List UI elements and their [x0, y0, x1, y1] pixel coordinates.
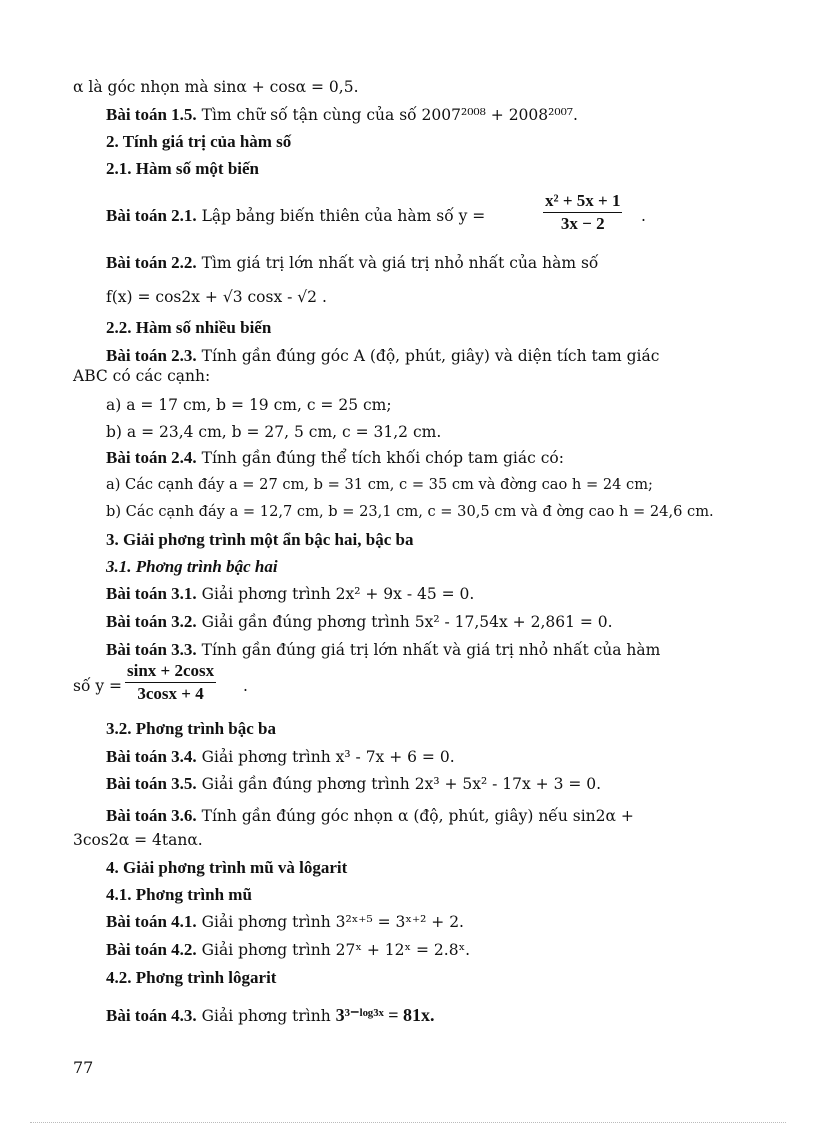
problem-text: Tìm chữ số tận cùng của số 2007²⁰⁰⁸ + 2008²⁰⁰⁷. [201, 106, 578, 124]
problem-text: Giải phơng trình 27ˣ + 12ˣ = 2.8ˣ. [201, 941, 471, 959]
problem-label: Bài toán 1.5. [106, 105, 197, 124]
formula-2-2: f(x) = cos2x + √3 cosx - √2 . [106, 288, 327, 306]
problem-text: Giải phơng trình 3²ˣ⁺⁵ = 3ˣ⁺² + 2. [201, 913, 464, 931]
problem-label: Bài toán 2.4. [106, 448, 197, 467]
problem-3-1 [106, 584, 474, 604]
problem-text: Giải gần đúng phơng trình 2x³ + 5x² - 17x + 3 = 0. [201, 775, 602, 793]
subsection-heading-4-2: 4.2. Phơng trình lôgarit [106, 968, 277, 987]
problem-3-3-prefix: số y = [73, 677, 123, 695]
problem-label: Bài toán 2.3. [106, 346, 197, 365]
problem-label: Bài toán 4.3. [106, 1006, 197, 1025]
problem-2-4-a: a) Các cạnh đáy a = 27 cm, b = 31 cm, c = 35 cm và đờng cao h = 24 cm; [106, 476, 653, 493]
problem-2-2 [106, 253, 598, 273]
problem-text: Tính gần đúng giá trị lớn nhất và giá trị nhỏ nhất của hàm [201, 641, 661, 659]
problem-1-5 [106, 105, 578, 125]
fraction-numerator: x² + 5x + 1 [543, 192, 622, 213]
problem-label: Bài toán 2.2. [106, 253, 197, 272]
fraction-3-3 [125, 662, 216, 703]
subsection-heading-2-2: 2.2. Hàm số nhiều biến [106, 318, 272, 337]
problem-2-4 [106, 448, 564, 468]
problem-label: Bài toán 3.6. [106, 806, 197, 825]
problem-3-6 [106, 806, 634, 826]
problem-label: Bài toán 3.2. [106, 612, 197, 631]
problem-text: Giải phơng trình 2x² + 9x - 45 = 0. [201, 585, 475, 603]
formula-4-3: 3³⁻ˡᵒᵍ³ˣ = 81x. [335, 1005, 435, 1025]
problem-text: Giải phơng trình x³ - 7x + 6 = 0. [201, 748, 455, 766]
problem-2-3-b: b) a = 23,4 cm, b = 27, 5 cm, c = 31,2 cm. [106, 423, 442, 441]
problem-text: Lập bảng biến thiên của hàm số y = [201, 207, 486, 225]
intro-line: α là góc nhọn mà sinα + cosα = 0,5. [73, 78, 359, 96]
section-heading-2: 2. Tính giá trị của hàm số [106, 132, 292, 151]
problem-4-2 [106, 940, 470, 960]
problem-text: Tính gần đúng góc nhọn α (độ, phút, giây) nếu sin2α + [201, 807, 634, 825]
problem-label: Bài toán 2.1. [106, 206, 197, 225]
problem-label: Bài toán 3.1. [106, 584, 197, 603]
period: . [243, 677, 248, 695]
problem-3-5 [106, 774, 601, 794]
subsection-heading-4-1: 4.1. Phơng trình mũ [106, 885, 252, 904]
problem-text: Giải phơng trình [201, 1007, 331, 1025]
section-heading-4: 4. Giải phơng trình mũ và lôgarit [106, 858, 348, 877]
page-number: 77 [73, 1058, 94, 1077]
problem-3-3 [106, 640, 660, 660]
problem-2-3 [106, 346, 659, 366]
problem-text: Tính gần đúng góc A (độ, phút, giây) và diện tích tam giác [201, 347, 660, 365]
problem-2-3-a: a) a = 17 cm, b = 19 cm, c = 25 cm; [106, 396, 392, 414]
problem-label: Bài toán 4.2. [106, 940, 197, 959]
fraction-numerator: sinx + 2cosx [125, 662, 216, 683]
problem-3-6-cont: 3cos2α = 4tanα. [73, 831, 203, 849]
subsection-heading-2-1: 2.1. Hàm số một biến [106, 159, 259, 178]
problem-label: Bài toán 3.3. [106, 640, 197, 659]
fraction-denominator: 3cosx + 4 [137, 684, 204, 703]
problem-text: Tìm giá trị lớn nhất và giá trị nhỏ nhất của hàm số [201, 254, 599, 272]
problem-label: Bài toán 3.4. [106, 747, 197, 766]
period: . [641, 207, 646, 225]
subsection-heading-3-2: 3.2. Phơng trình bậc ba [106, 719, 276, 738]
problem-label: Bài toán 3.5. [106, 774, 197, 793]
problem-2-3-cont: ABC có các cạnh: [73, 367, 211, 385]
problem-3-4 [106, 747, 455, 767]
problem-text: Tính gần đúng thể tích khối chóp tam giác có: [201, 449, 564, 467]
problem-4-1 [106, 912, 464, 932]
problem-label: Bài toán 4.1. [106, 912, 197, 931]
subsection-heading-3-1: 3.1. Phơng trình bậc hai [106, 557, 278, 576]
fraction-denominator: 3x − 2 [560, 214, 605, 233]
fraction-2-1 [543, 192, 622, 233]
problem-2-4-b: b) Các cạnh đáy a = 12,7 cm, b = 23,1 cm, c = 30,5 cm và đ ờng cao h = 24,6 cm. [106, 503, 714, 520]
problem-text: Giải gần đúng phơng trình 5x² - 17,54x + 2,861 = 0. [201, 613, 613, 631]
section-heading-3: 3. Giải phơng trình một ẩn bậc hai, bậc ba [106, 530, 414, 549]
problem-2-1 [106, 206, 485, 226]
problem-3-2 [106, 612, 613, 632]
problem-4-3 [106, 1005, 435, 1026]
